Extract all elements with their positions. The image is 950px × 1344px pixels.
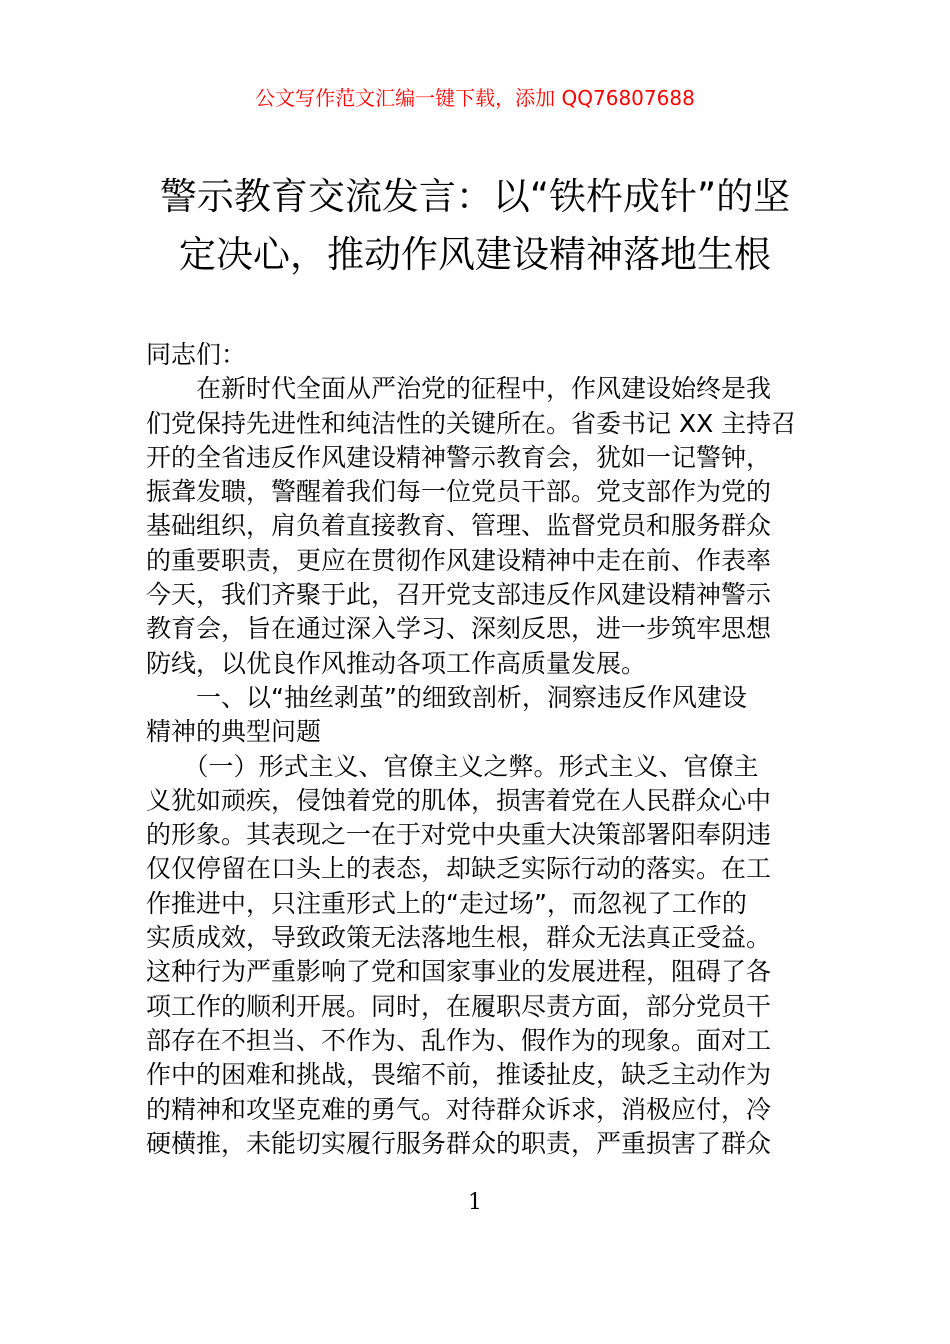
text-line: 的重要职责，更应在贯彻作风建设精神中走在前、作表率 bbox=[146, 545, 772, 575]
text-line: 教育会，旨在通过深入学习、深刻反思，进一步筑牢思想 bbox=[146, 614, 772, 644]
salutation: 同志们： bbox=[146, 340, 247, 369]
text-line: （一）形式主义、官僚主义之弊。形式主义、官僚主 bbox=[146, 751, 759, 781]
text-line: 实质成效，导致政策无法落地生根，群众无法真正受益。 bbox=[146, 923, 772, 953]
paragraph-formalism bbox=[146, 750, 808, 1162]
text-line: 仅仅停留在口头上的表态，却缺乏实际行动的落实。在工 bbox=[146, 854, 772, 884]
page-number: 1 bbox=[468, 1190, 482, 1215]
text-line: 防线，以优良作风推动各项工作高质量发展。 bbox=[146, 648, 647, 678]
text-line: 部存在不担当、不作为、乱作为、假作为的现象。面对工 bbox=[146, 1025, 772, 1055]
section-heading-1 bbox=[146, 681, 808, 750]
text-line: 硬横推，未能切实履行服务群众的职责，严重损害了群众 bbox=[146, 1128, 772, 1158]
text-line: 作中的困难和挑战，畏缩不前，推诿扯皮，缺乏主动作为 bbox=[146, 1060, 772, 1090]
text-line: 振聋发聩，警醒着我们每一位党员干部。党支部作为党的 bbox=[146, 477, 772, 507]
document-title bbox=[0, 168, 950, 284]
text-line: 基础组织，肩负着直接教育、管理、监督党员和服务群众 bbox=[146, 511, 772, 541]
text-line: 精神的典型问题 bbox=[146, 717, 322, 747]
text-line: 今天，我们齐聚于此，召开党支部违反作风建设精神警示 bbox=[146, 580, 772, 610]
text-line: 们党保持先进性和纯洁性的关键所在。省委书记 XX 主持召 bbox=[146, 408, 797, 438]
text-line: 的形象。其表现之一在于对党中央重大决策部署阳奉阴违 bbox=[146, 820, 772, 850]
text-line: 在新时代全面从严治党的征程中，作风建设始终是我 bbox=[146, 374, 772, 404]
document-body bbox=[146, 338, 808, 1161]
paragraph-intro bbox=[146, 372, 808, 681]
text-line: 的精神和攻坚克难的勇气。对待群众诉求，消极应付，冷 bbox=[146, 1094, 772, 1124]
text-line: 项工作的顺利开展。同时，在履职尽责方面，部分党员干 bbox=[146, 991, 772, 1021]
text-line: 义犹如顽疾，侵蚀着党的肌体，损害着党在人民群众心中 bbox=[146, 785, 772, 815]
text-line: 这种行为严重影响了党和国家事业的发展进程，阻碍了各 bbox=[146, 957, 772, 987]
download-notice: 公文写作范文汇编一键下载，添加 QQ76807688 bbox=[255, 86, 695, 110]
text-line: 一、以“抽丝剥茧”的细致剖析，洞察违反作风建设 bbox=[146, 682, 747, 712]
text-line: 开的全省违反作风建设精神警示教育会，犹如一记警钟， bbox=[146, 442, 772, 472]
title-line-1: 警示教育交流发言：以“铁杵成针”的坚 bbox=[159, 175, 791, 218]
title-line-2: 定决心，推动作风建设精神落地生根 bbox=[179, 233, 771, 276]
text-line: 作推进中，只注重形式上的“走过场”，而忽视了工作的 bbox=[146, 888, 747, 918]
